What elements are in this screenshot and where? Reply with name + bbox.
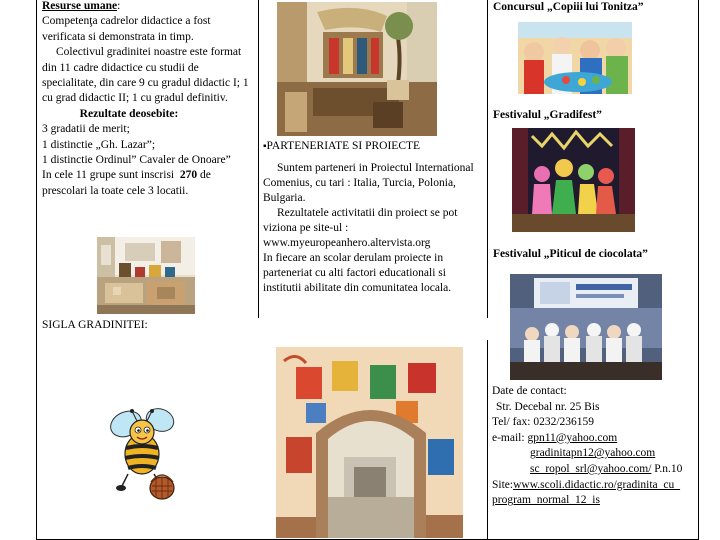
site-link-cont[interactable]: program_normal_12_is <box>492 494 600 507</box>
tonitza-contest-photo <box>518 22 632 94</box>
enrollment-paragraph: In cele 11 grupe sunt inscrisi 270 de prescolari la toate cele 3 locatii. <box>42 169 211 197</box>
email-link-3[interactable]: sc_ropol_srl@yahoo.com/ <box>530 462 652 475</box>
hallway-photo <box>276 347 463 538</box>
result-item: 3 gradatii de merit; <box>42 123 130 136</box>
contact-email-row <box>492 446 696 462</box>
divider-left-middle <box>258 0 259 318</box>
result-item: 1 distinctie Ordinul” Cavaler de Onoare” <box>42 154 231 167</box>
email-link-1[interactable]: gpn11@yahoo.com <box>527 431 618 444</box>
site-link[interactable]: www.scoli.didactic.ro/gradinita_cu_ <box>513 478 681 491</box>
contact-phone: Tel/ fax: 0232/236159 <box>492 416 595 429</box>
traditional-room-photo <box>277 2 437 136</box>
classroom-photo-left <box>97 237 195 314</box>
results-title: Rezultate deosebite: <box>79 107 179 120</box>
piticul-title: Festivalul „Piticul de ciocolata” <box>493 248 648 260</box>
sigla-title: SIGLA GRADINITEI: <box>42 319 148 331</box>
gradifest-photo <box>512 128 635 232</box>
contact-title: Date de contact: <box>492 385 567 397</box>
contact-email-row: e-mail: gpn11@yahoo.com <box>492 431 618 444</box>
contact-site-row: Site:www.scoli.didactic.ro/gradinita_cu_ <box>492 478 681 491</box>
left-border <box>36 0 37 540</box>
divider-middle-right-lower <box>487 340 488 540</box>
email-link-2[interactable]: gradinitapn12@yahoo.com <box>530 447 656 460</box>
colectiv-paragraph: Colectivul gradinitei noastre este format din 11 cadre didactice cu studii de specialitate, din care 9 cu gradul didactic I; 1 cu grad didactic II; 1 cu gradul definitiv. <box>42 46 249 105</box>
partnership-paragraph: In fiecare an scolar derulam proiecte in parteneriat cu alti factori educationali si institutii abilitate din comunitatea locala. <box>263 252 452 295</box>
competenta-paragraph: Competenţa cadrelor didactice a fost verificata si demonstrata in timp. <box>42 15 211 43</box>
bullet-icon: ▪ <box>263 141 267 152</box>
kindergarten-logo-bee <box>104 402 186 502</box>
resurse-umane-heading: Resurse umane: <box>42 0 121 12</box>
left-column-text <box>42 0 256 199</box>
result-item: 1 distinctie „Gh. Lazar”; <box>42 138 156 151</box>
results-site-paragraph: Rezultatele activitatii din proiect se pot viziona pe site-ul : www.myeuropeanhero.altervista.org <box>263 207 458 250</box>
contact-email-row: sc_ropol_srl@yahoo.com/ P.n.10 <box>530 462 683 475</box>
contact-site-row-2 <box>492 493 696 509</box>
right-border <box>698 0 699 540</box>
comenius-paragraph: Suntem parteneri in Proiectul International Comenius, cu tari : Italia, Turcia, Polonia, Bulgaria. <box>263 162 474 205</box>
middle-column-text <box>263 139 485 296</box>
piticul-festival-photo <box>510 274 662 380</box>
contact-block <box>492 384 696 509</box>
partnerships-title: ▪PARTENERIATE SI PROIECTE <box>263 140 421 152</box>
contact-address: Str. Decebal nr. 25 Bis <box>496 400 600 413</box>
divider-middle-right <box>487 0 488 318</box>
contest-title: Concursul „Copiii lui Tonitza” <box>493 1 644 13</box>
gradifest-title: Festivalul „Gradifest” <box>493 109 602 121</box>
